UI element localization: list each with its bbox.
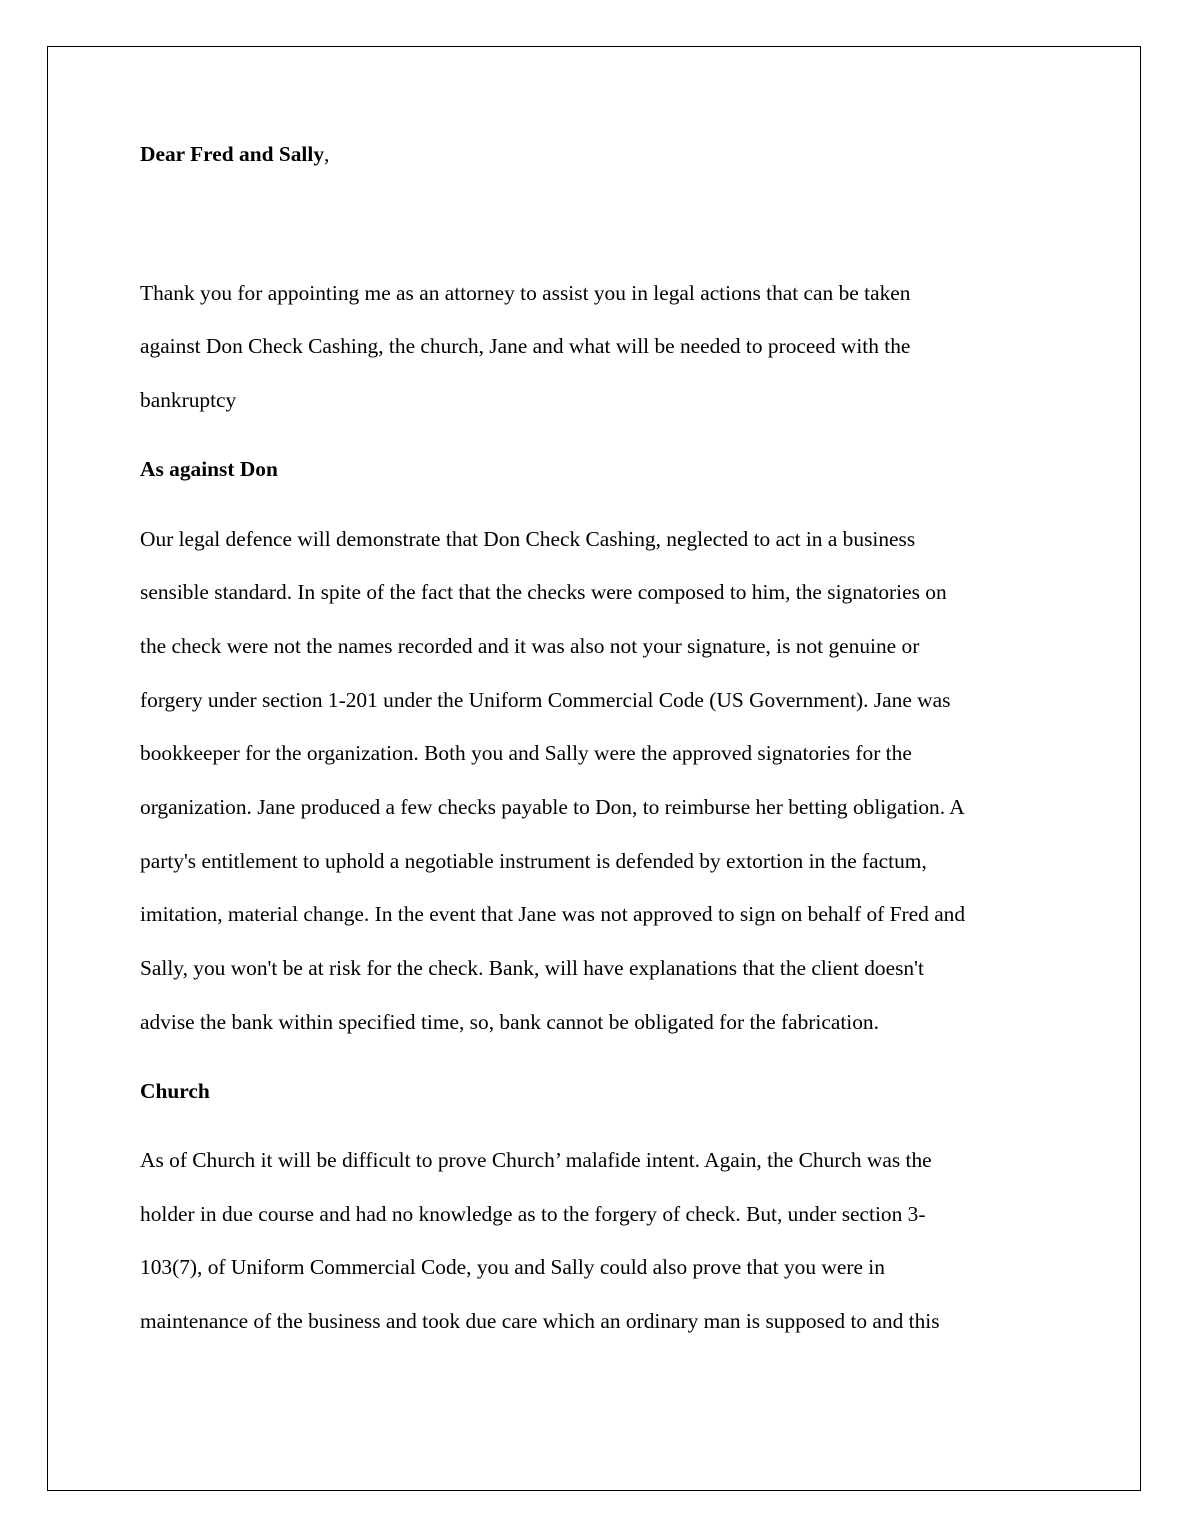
paragraph-line: 103(7), of Uniform Commercial Code, you and Sally could also prove that you were in xyxy=(140,1255,885,1279)
paragraph-line: party's entitlement to uphold a negotiable instrument is defended by extortion in the factum, xyxy=(140,849,927,873)
paragraph-line: sensible standard. In spite of the fact that the checks were composed to him, the signatories on xyxy=(140,580,947,604)
paragraph-line: against Don Check Cashing, the church, Jane and what will be needed to proceed with the xyxy=(140,334,911,358)
paragraph-line: Sally, you won't be at risk for the check. Bank, will have explanations that the client doesn't xyxy=(140,956,924,980)
paragraph-line: holder in due course and had no knowledge as to the forgery of check. But, under section 3- xyxy=(140,1202,926,1226)
section-heading-don: As against Don xyxy=(140,457,278,481)
salutation xyxy=(140,139,329,169)
paragraph-line: imitation, material change. In the event that Jane was not approved to sign on behalf of Fred and xyxy=(140,902,966,926)
paragraph-line: bookkeeper for the organization. Both you and Sally were the approved signatories for the xyxy=(140,741,912,765)
section-heading-church: Church xyxy=(140,1079,210,1103)
paragraph-line: bankruptcy xyxy=(140,388,237,412)
paragraph-line: Our legal defence will demonstrate that Don Check Cashing, neglected to act in a business xyxy=(140,527,916,551)
paragraph-line: the check were not the names recorded and it was also not your signature, is not genuine or xyxy=(140,634,920,658)
paragraph-line: As of Church it will be difficult to prove Church’ malafide intent. Again, the Church was the xyxy=(140,1148,932,1172)
paragraph-line: Thank you for appointing me as an attorney to assist you in legal actions that can be taken xyxy=(140,281,911,305)
paragraph-line: maintenance of the business and took due care which an ordinary man is supposed to and this xyxy=(140,1309,940,1333)
paragraph-line: forgery under section 1-201 under the Uniform Commercial Code (US Government). Jane was xyxy=(140,688,951,712)
paragraph-line: organization. Jane produced a few checks payable to Don, to reimburse her betting obligation. A xyxy=(140,795,965,819)
salutation-punctuation: , xyxy=(324,142,330,166)
paragraph-line: advise the bank within specified time, so, bank cannot be obligated for the fabrication. xyxy=(140,1010,879,1034)
salutation-name: Dear Fred and Sally xyxy=(140,142,325,166)
